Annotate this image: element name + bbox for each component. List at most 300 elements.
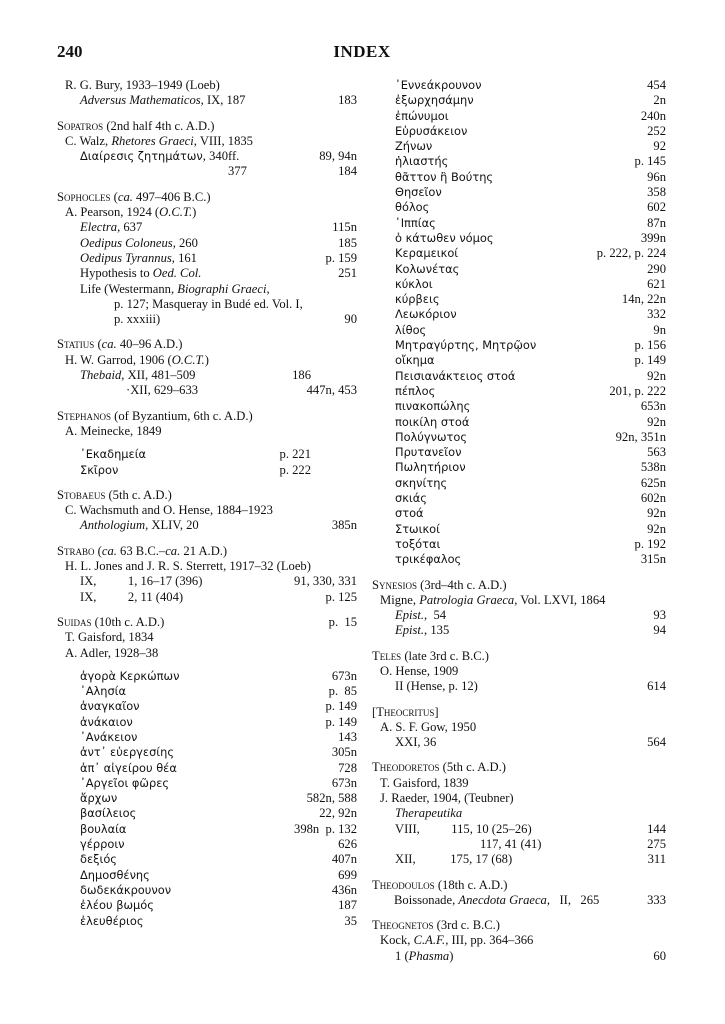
text-run: Στωικοί	[395, 521, 440, 536]
page-reference: p. 15	[328, 614, 357, 629]
page-reference: 399n	[640, 230, 666, 245]
entry-text: O. Hense, 1909	[380, 663, 459, 678]
index-heading	[372, 918, 666, 933]
page-reference: 621	[647, 276, 666, 291]
entry-text	[395, 430, 467, 445]
text-run: ᾿Ανάκειον	[80, 729, 138, 744]
index-line	[57, 353, 357, 368]
index-line	[57, 205, 357, 220]
index-line	[57, 761, 357, 776]
page-reference: 91, 330, 331	[294, 574, 357, 589]
text-run: Theodoretos	[372, 760, 440, 775]
text-run: ᾿Εκαδημεία	[80, 447, 147, 462]
text-run: Oed. Col.	[152, 266, 202, 281]
text-run: Hypothesis to	[80, 266, 153, 281]
page-reference: 187	[338, 898, 357, 913]
index-entry	[57, 615, 357, 929]
index-line	[372, 185, 666, 200]
entry-text	[80, 914, 144, 929]
entry-text	[395, 491, 427, 506]
entry-text	[80, 776, 169, 791]
page-reference: 563	[647, 445, 666, 460]
index-line	[57, 590, 357, 605]
text-run: θόλος	[395, 200, 430, 215]
text-run: (3rd–4th c. A.D.)	[417, 577, 507, 592]
page-reference: 184	[338, 164, 357, 179]
page-reference: 183	[338, 93, 357, 108]
index-heading	[57, 337, 357, 352]
text-run: , 135	[424, 623, 450, 638]
text-run: ἀγορὰ Κερκώπων	[80, 668, 180, 683]
page-reference: 333	[647, 892, 666, 907]
text-run: 21 A.D.)	[180, 543, 228, 558]
text-run: Πρυτανεῖον	[395, 445, 462, 460]
text-run: (10th c. A.D.)	[91, 614, 165, 629]
entry-text	[395, 216, 436, 231]
text-run: Oedipus Tyrannus	[80, 250, 172, 265]
page-reference: 407n	[331, 852, 357, 867]
index-line	[372, 384, 666, 399]
entry-text	[395, 399, 470, 414]
entry-text	[372, 578, 507, 593]
text-run: Teles	[372, 648, 402, 663]
entry-text	[80, 852, 117, 867]
text-run: (of Byzantium, 6th c. A.D.)	[111, 408, 253, 423]
page-reference: 614	[647, 679, 666, 694]
index-line	[57, 463, 357, 478]
text-run: πέπλος	[395, 383, 436, 398]
page-reference: 436n	[331, 882, 357, 897]
index-line	[372, 522, 666, 537]
text-run: σκιάς	[395, 491, 427, 506]
page-reference: 185	[338, 235, 357, 250]
index-line	[57, 149, 357, 164]
entry-text: A. S. F. Gow, 1950	[380, 719, 477, 734]
entry-text	[80, 745, 174, 760]
entry-text	[395, 369, 515, 384]
text-run: (18th c. A.D.)	[434, 877, 508, 892]
text-run: C.A.F.	[413, 933, 446, 948]
text-run: Θησεῖον	[395, 185, 442, 200]
entry-text	[395, 445, 461, 460]
entry-text	[395, 476, 447, 491]
text-run: Oedipus Coloneus	[80, 235, 173, 250]
page-reference: 358	[647, 185, 666, 200]
text-run: πινακοπώλης	[395, 399, 471, 414]
entry-text	[372, 918, 500, 933]
index-line	[372, 552, 666, 567]
index-line	[57, 776, 357, 791]
page-reference: 2n	[653, 93, 666, 108]
text-run: , 54	[424, 608, 447, 623]
text-run: ἀντ᾿ εὐεργεσίης	[80, 745, 175, 760]
page-reference: 290	[647, 261, 666, 276]
index-line	[372, 307, 666, 322]
page-reference: 186	[292, 368, 311, 383]
text-run: Δημοσθένης	[80, 867, 150, 882]
index-line	[372, 893, 666, 908]
entry-text	[395, 338, 536, 353]
text-run: , IX, 187	[200, 93, 246, 108]
entry-text	[395, 552, 461, 567]
text-run: ᾿Αργεῖοι φῶρες	[80, 775, 170, 790]
text-run: βασίλειος	[80, 806, 137, 821]
text-run: Theocritus	[376, 704, 435, 719]
entry-text: p. 127; Masqueray in Budé ed. Vol. I,	[114, 296, 303, 311]
text-run: δωδεκάκρουνον	[80, 882, 172, 897]
text-run: ῾Ιππίας	[395, 215, 436, 230]
page-reference: 92n	[647, 506, 666, 521]
text-run: (	[94, 543, 102, 558]
entry-text	[395, 277, 433, 292]
index-entry	[57, 544, 357, 605]
page-reference: 582n, 588	[306, 791, 357, 806]
index-line	[372, 262, 666, 277]
page-reference: 96n	[647, 169, 666, 184]
entry-text	[57, 615, 164, 630]
text-run: ὁ κάτωθεν νόμος	[395, 230, 494, 245]
index-line	[57, 297, 357, 312]
text-run: ᾿Εννεάκρουνον	[395, 78, 482, 92]
entry-text	[80, 684, 126, 699]
index-line	[372, 277, 666, 292]
text-run: ἡλιαστής	[395, 154, 449, 169]
page-reference: 60	[653, 948, 666, 963]
entry-text	[395, 323, 426, 338]
index-heading	[372, 760, 666, 775]
index-line	[57, 236, 357, 251]
text-run: κύρβεις	[395, 292, 440, 307]
text-run: 63 B.C.–	[116, 543, 166, 558]
page-reference: 564	[647, 735, 666, 750]
index-heading	[57, 190, 357, 205]
text-run: , Vol. LXVI, 1864	[514, 592, 606, 607]
index-entry	[372, 705, 666, 751]
index-entry	[57, 78, 357, 109]
text-run: Life (Westermann,	[80, 281, 178, 296]
index-line	[57, 852, 357, 867]
page-reference: 201, p. 222	[609, 383, 666, 398]
page-reference: 315n	[640, 552, 666, 567]
text-run: Πεισιανάκτειος στοά	[395, 368, 516, 383]
index-line	[57, 883, 357, 898]
entry-text	[395, 93, 474, 108]
text-run: 40–96 A.D.)	[116, 337, 183, 352]
page-reference: 398n p. 132	[294, 821, 357, 836]
index-line	[372, 679, 666, 694]
text-run: Boissonade,	[394, 892, 459, 907]
entry-text	[395, 522, 440, 537]
index-line	[372, 139, 666, 154]
index-line	[372, 623, 666, 638]
text-run: , II, 265	[546, 892, 600, 907]
text-run: ca.	[101, 337, 117, 352]
text-run: βουλαία	[80, 821, 127, 836]
entry-text: T. Gaisford, 1834	[65, 630, 154, 645]
text-run: (	[110, 189, 118, 204]
index-line	[57, 791, 357, 806]
entry-text	[57, 337, 182, 352]
entry-text	[80, 149, 239, 164]
text-run: σκηνίτης	[395, 475, 448, 490]
entry-text	[80, 761, 177, 776]
index-heading	[57, 544, 357, 559]
text-run: A. Pearson, 1924 (	[65, 205, 160, 220]
index-line	[57, 518, 357, 533]
page-reference: p. 159	[325, 250, 357, 265]
index-line	[372, 246, 666, 261]
text-run: (5th c. A.D.)	[105, 487, 172, 502]
page-reference: 92n	[647, 521, 666, 536]
text-run: 1 (	[395, 948, 409, 963]
page-reference: 332	[647, 307, 666, 322]
entry-text	[80, 822, 126, 837]
page-reference: 699	[338, 867, 357, 882]
running-head: INDEX	[333, 42, 391, 61]
entry-text	[395, 806, 462, 821]
entry-text	[80, 868, 150, 883]
entry-text	[395, 246, 458, 261]
index-line	[57, 312, 357, 327]
page-reference: 93	[653, 608, 666, 623]
index-line	[372, 806, 666, 821]
index-line	[57, 898, 357, 913]
page-reference: 92	[653, 139, 666, 154]
index-line	[372, 837, 666, 852]
text-run: Rhetores Graeci	[111, 133, 194, 148]
entry-text	[80, 251, 197, 266]
text-run: )	[449, 948, 454, 963]
index-line	[57, 745, 357, 760]
index-heading	[372, 578, 666, 593]
text-run: ca.	[101, 543, 117, 558]
index-entry	[372, 649, 666, 695]
index-line	[57, 669, 357, 684]
entry-text	[65, 205, 196, 220]
page-reference: p. 149	[325, 699, 357, 714]
index-entry	[57, 409, 357, 478]
text-run: Theodoulos	[372, 877, 435, 892]
entry-text	[80, 699, 140, 714]
entry-text	[395, 460, 466, 475]
entry-text	[80, 447, 146, 462]
text-run: ]	[434, 704, 439, 719]
index-line	[372, 822, 666, 837]
text-run: ἀνάκαιον	[80, 714, 133, 729]
text-run: [	[372, 704, 377, 719]
entry-text	[395, 78, 481, 93]
index-line	[57, 699, 357, 714]
index-line	[372, 537, 666, 552]
text-run: Anecdota Graeca	[458, 892, 547, 907]
page-reference: 252	[647, 123, 666, 138]
text-run: C. Walz,	[65, 133, 112, 148]
text-run: Sopatros	[57, 118, 104, 133]
text-run: Πολύγνωτος	[395, 429, 468, 444]
page-reference: p. 222	[279, 462, 311, 477]
index-line	[57, 251, 357, 266]
text-run: Stobaeus	[57, 487, 106, 502]
index-line	[57, 282, 357, 297]
text-run: Εὐρυσάκειον	[395, 123, 468, 138]
text-run: , 340ff.	[202, 149, 240, 164]
text-run: τοξόται	[395, 536, 441, 551]
text-run: Migne,	[380, 592, 420, 607]
page-reference: 87n	[647, 215, 666, 230]
index-line	[372, 93, 666, 108]
entry-text	[80, 93, 245, 108]
entry-text	[80, 236, 198, 251]
page-reference: p. 149	[634, 353, 666, 368]
page-reference: 89, 94n	[319, 149, 357, 164]
index-line	[57, 383, 357, 398]
index-line	[372, 460, 666, 475]
page-reference: p. 221	[279, 447, 311, 462]
entry-text	[57, 409, 253, 424]
index-line	[57, 574, 357, 589]
entry-text	[394, 893, 599, 908]
text-run: ἄρχων	[80, 791, 118, 806]
entry-text: ·XII, 629–633	[126, 383, 199, 398]
page-reference: 728	[338, 760, 357, 775]
page-reference: 305n	[331, 745, 357, 760]
text-run: O.C.T.	[171, 352, 205, 367]
entry-text	[80, 837, 125, 852]
text-run: Διαίρεσις ζητημάτων	[80, 149, 203, 164]
index-line	[57, 368, 357, 383]
text-run: ca.	[117, 189, 133, 204]
entry-text	[372, 649, 489, 664]
page-reference: 92n	[647, 414, 666, 429]
text-run: (late 3rd c. B.C.)	[401, 648, 489, 663]
entry-text: VIII, 115, 10 (25–26)	[395, 821, 532, 836]
text-run: ἐλευθέριος	[80, 913, 144, 928]
index-line	[57, 806, 357, 821]
text-run: λίθος	[395, 322, 427, 337]
index-line	[372, 216, 666, 231]
index-line	[372, 109, 666, 124]
text-run: γέρροιν	[80, 837, 125, 852]
index-line	[372, 776, 666, 791]
text-run: O.C.T.	[159, 205, 193, 220]
page-reference: p. 222, p. 224	[596, 246, 666, 261]
entry-text	[80, 669, 179, 684]
text-run: Πωλητήριον	[395, 460, 466, 475]
index-line	[372, 949, 666, 964]
page-reference: p. 149	[325, 714, 357, 729]
text-run: (3rd c. B.C.)	[433, 918, 500, 933]
index-line	[57, 715, 357, 730]
index-entry	[57, 488, 357, 534]
text-run: 497–406 B.C.)	[132, 189, 211, 204]
index-line	[57, 220, 357, 235]
spacer	[57, 439, 357, 447]
index-line	[57, 503, 357, 518]
text-run: Κολωνέτας	[395, 261, 460, 276]
page-reference: 240n	[640, 108, 666, 123]
page-reference: p. 85	[328, 684, 357, 699]
text-run: Electra	[80, 220, 118, 235]
index-line	[372, 608, 666, 623]
entry-text	[395, 154, 448, 169]
page-reference: 626	[338, 837, 357, 852]
text-run: Therapeutika	[395, 806, 463, 821]
text-run: Strabo	[57, 543, 95, 558]
index-line	[372, 664, 666, 679]
index-line	[372, 200, 666, 215]
entry-text	[80, 883, 171, 898]
entry-text	[395, 537, 440, 552]
text-run: (2nd half 4th c. A.D.)	[103, 118, 215, 133]
index-line	[57, 447, 357, 462]
entry-text: 377	[228, 164, 247, 179]
page-reference: 275	[647, 836, 666, 851]
entry-text	[80, 368, 195, 383]
index-line	[372, 506, 666, 521]
entry-text	[80, 715, 133, 730]
text-run: , XLIV, 20	[145, 518, 199, 533]
text-run: ᾿Αλησία	[80, 684, 127, 699]
entry-text: T. Gaisford, 1839	[380, 775, 469, 790]
text-run: Phasma	[408, 948, 450, 963]
index-line	[57, 914, 357, 929]
text-run: )	[204, 352, 209, 367]
text-run: δεξιός	[80, 852, 117, 867]
entry-text: p. xxxiii)	[114, 312, 161, 327]
page-reference: 625n	[640, 475, 666, 490]
page-reference: p. 125	[325, 589, 357, 604]
text-run: ἐξωρχησάμην	[395, 93, 474, 108]
index-line	[372, 369, 666, 384]
page-reference: 385n	[331, 518, 357, 533]
entry-text	[80, 220, 142, 235]
entry-text: H. L. Jones and J. R. S. Sterrett, 1917–32 (Loeb)	[65, 559, 311, 574]
text-run: Thebaid	[80, 368, 122, 383]
page-reference: 251	[338, 266, 357, 281]
index-heading	[372, 649, 666, 664]
page-reference: 90	[344, 312, 357, 327]
index-entry	[372, 918, 666, 964]
entry-text: IX, 2, 11 (404)	[80, 589, 184, 604]
index-line	[57, 559, 357, 574]
entry-text	[80, 282, 270, 297]
text-run: Adversus Mathematicos	[80, 93, 201, 108]
index-line	[57, 78, 357, 93]
index-entry	[372, 78, 666, 568]
text-run: , 260	[172, 235, 198, 250]
text-run: ,	[266, 281, 270, 296]
entry-text: C. Wachsmuth and O. Hense, 1884–1923	[65, 503, 273, 518]
entry-text: A. Adler, 1928–38	[65, 645, 159, 660]
page-header	[57, 42, 667, 68]
index-line	[372, 231, 666, 246]
index-line	[57, 424, 357, 439]
entry-text	[57, 544, 227, 559]
entry-text	[80, 730, 137, 745]
entry-text	[395, 262, 459, 277]
text-run: τρικέφαλος	[395, 552, 462, 567]
text-run: Synesios	[372, 577, 418, 592]
text-run: , XII, 481–509	[121, 368, 196, 383]
index-line	[372, 292, 666, 307]
index-line	[57, 730, 357, 745]
entry-text	[395, 353, 435, 368]
index-entry	[57, 119, 357, 180]
index-heading	[57, 615, 357, 630]
text-run: θᾶττον ἢ Βούτης	[395, 169, 494, 184]
entry-text	[57, 119, 214, 134]
index-line	[57, 134, 357, 149]
